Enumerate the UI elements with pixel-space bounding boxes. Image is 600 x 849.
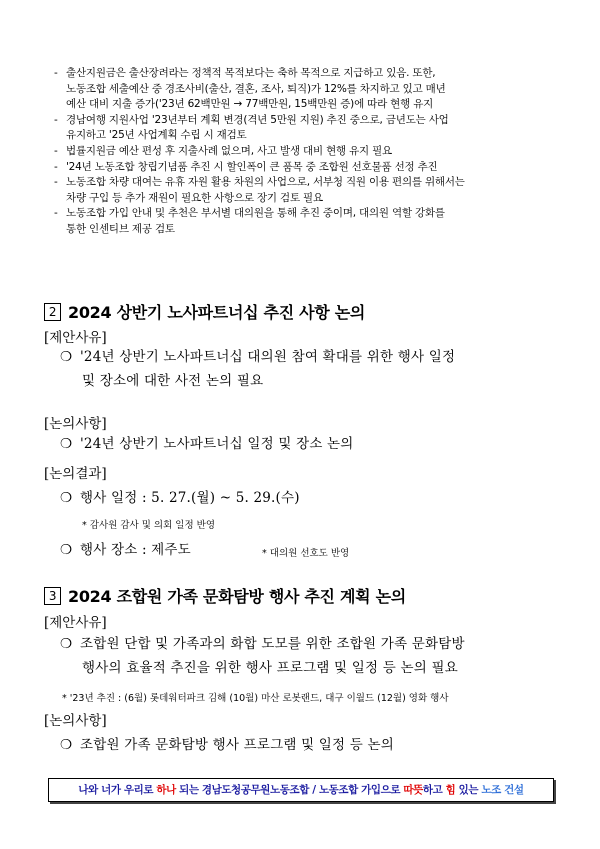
intro-list-item [54,206,562,237]
footer-slogan-segment: 하고 [422,784,446,796]
intro-list-line: - 노동조합 가입 안내 및 추천은 부서별 대의원을 통해 추진 중이며, 대의원 역할 강화를 [66,207,445,220]
section-3-proposal-item [60,632,465,680]
section-2-venue-item [60,538,191,562]
footer-slogan-segment: 있는 [455,784,482,796]
section-3-discussion-item [60,733,394,757]
section-2-discussion-tag: [논의사항] [44,416,107,432]
section-2-result-tag: [논의결과] [44,466,107,482]
intro-list-item [54,175,562,206]
footer-slogan-segment: 힘 [445,784,456,796]
footer-slogan-segment: 되는 경남도청공무원노동조합 / 노동조합 가입으로 [175,784,404,796]
section-2-schedule-note: * 감사원 감사 및 의회 일정 반영 [82,520,215,531]
intro-list-item [54,66,562,113]
section-2-proposal-item [60,345,455,393]
footer-slogan-segment: 노조 건설 [481,784,524,796]
section-2-proposal-line2: 및 장소에 대한 사전 논의 필요 [82,373,264,389]
intro-list-line: - 경남여행 지원사업 '23년부터 계획 변경(격년 5만원 지원) 추진 중으로, 금년도는 사업 [66,113,449,126]
circle-bullet-icon: ❍ [60,542,73,558]
section-2-proposal-tag: [제안사유] [44,330,107,346]
intro-list-line: - '24년 노동조합 창립기념품 추진 시 할인폭이 큰 품목 중 조합원 선호물품 선정 추진 [66,160,438,173]
section-2-title-text: 2024 상반기 노사파트너십 추진 사항 논의 [68,303,366,322]
section-3-proposal-line2: 행사의 효율적 추진을 위한 행사 프로그램 및 일정 등 논의 필요 [82,660,458,676]
section-3-proposal-tag: [제안사유] [44,615,107,631]
section-3-discussion-tag: [논의사항] [44,713,107,729]
section-2-schedule-item [60,486,300,510]
section-2-number-box: 2 [44,303,61,321]
intro-list-line: 통한 인센티브 제공 검토 [66,222,175,235]
section-2-title [44,300,365,323]
section-3-discussion-text: 조합원 가족 문화탐방 행사 프로그램 및 일정 등 논의 [80,737,394,753]
section-2-venue-text: 행사 장소 : 제주도 [80,542,191,558]
section-2-proposal-line1: '24년 상반기 노사파트너십 대의원 참여 확대를 위한 행사 일정 [80,349,456,365]
section-2-schedule-text: 행사 일정 : 5. 27.(월) ~ 5. 29.(수) [80,490,300,506]
intro-list-line: - 출산지원금은 출산장려라는 정책적 목적보다는 축하 목적으로 지급하고 있음. 또한, [66,67,436,79]
intro-dash-list [54,66,562,238]
section-3-number-box: 3 [44,587,61,605]
intro-list-item [54,144,562,160]
circle-bullet-icon: ❍ [60,436,73,452]
intro-list-line: 노동조합 세출예산 중 경조사비(출산, 결혼, 조사, 퇴직)가 12%를 차지하고 있고 매년 [66,82,446,95]
intro-list-item [54,160,562,176]
footer-slogan-segment: 하나 [156,784,176,796]
intro-list-item [54,113,562,144]
section-2-discussion-text: '24년 상반기 노사파트너십 일정 및 장소 논의 [80,436,354,452]
section-3-proposal-line1: 조합원 단합 및 가족과의 화합 도모를 위한 조합원 가족 문화탐방 [80,636,465,652]
footer-slogan-segment: 따뜻 [403,784,423,796]
section-3-title [44,584,406,607]
circle-bullet-icon: ❍ [60,636,73,652]
intro-list-line: 차량 구입 등 추가 재원이 필요한 사항으로 장기 검토 필요 [66,191,323,204]
intro-list-line: - 법률지원금 예산 편성 후 지출사례 없으며, 사고 발생 대비 현행 유지 필요 [66,144,392,157]
footer-slogan-box [48,778,554,802]
section-2-discussion-item [60,432,354,456]
circle-bullet-icon: ❍ [60,737,73,753]
circle-bullet-icon: ❍ [60,349,73,365]
intro-list-line: 유지하고 '25년 사업계획 수립 시 재검토 [66,129,247,142]
footer-slogan-segment: 나와 너가 우리로 [78,784,157,796]
intro-list-line: - 노동조합 차량 대여는 유휴 자원 활용 차원의 사업으로, 서부청 직원 이용 편의를 위해서는 [66,176,465,189]
section-3-title-text: 2024 조합원 가족 문화탐방 행사 추진 계획 논의 [68,587,406,606]
circle-bullet-icon: ❍ [60,490,73,506]
intro-list-line: 예산 대비 지출 증가('23년 62백만원 → 77백만원, 15백만원 증)에 따라 현행 유지 [66,98,434,111]
section-3-proposal-note: * '23년 추진 : (6월) 롯데워터파크 김해 (10월) 마산 로봇랜드, 대구 이월드 (12월) 영화 행사 [62,693,449,704]
section-2-venue-note: * 대의원 선호도 반영 [262,548,350,559]
